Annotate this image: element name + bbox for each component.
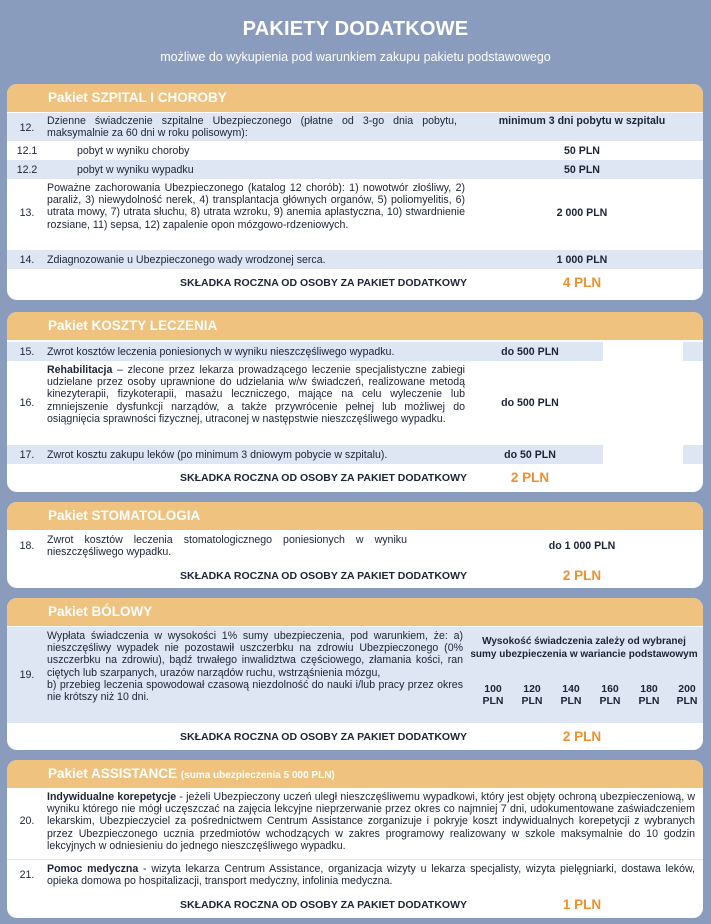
panel-koszty-leczenia [7, 312, 703, 492]
table-row [7, 342, 703, 361]
panel-title: Pakiet KOSZTY LECZENIA [7, 312, 703, 340]
fee-label: SKŁADKA ROCZNA OD OSOBY ZA PAKIET DODATKOWY [180, 899, 467, 911]
row-number: 18. [19, 540, 35, 552]
amount-120: 120 PLN [521, 683, 543, 707]
fee-value: 2 PLN [510, 470, 550, 485]
row-description: Zwrot kosztów leczenia stomatologicznego poniesionych w wyniku nieszczęśliwego wypadku. [47, 534, 407, 559]
table-row [7, 445, 703, 464]
table-row [7, 250, 703, 269]
row-number: 13. [19, 207, 35, 219]
row-description-bold: Indywidualne korepetycje [47, 791, 177, 803]
row-description-text: – zlecone przez lekarza prowadzącego leczenie specjalistyczne zabiegi udzielane przez osoby uprawnione do udzielania w/w świadczeń, realizowane metodą kinezyterapii, fizykoterapii, masażu leczniczego, mające na celu wyleczenie lub zmniejszenie dysfunkcji narządów, a także przywrócenie pełnej lub możliwej do osiągnięcia sprawności fizycznej, utraconej w następstwie nieszczęśliwego wypadku. [47, 364, 465, 425]
row-description-text: - wizyta lekarza Centrum Assistance, organizacja wizyty u lekarza specjalisty, wizyta pielęgniarki, dostawa leków, opieka domowa po hospitalizacji, transport medyczny, infolinia medyczna. [47, 863, 695, 888]
row-number: 14. [19, 254, 35, 266]
fee-label: SKŁADKA ROCZNA OD OSOBY ZA PAKIET DODATKOWY [180, 277, 467, 289]
row-value: do 1 000 PLN [548, 540, 616, 552]
panel-stomatologia [7, 502, 703, 588]
row-value: 1 000 PLN [556, 254, 608, 266]
row-number: 12.2 [16, 164, 38, 176]
row-value: do 500 PLN [501, 346, 559, 358]
row-description-bold: Pomoc medyczna [47, 863, 139, 875]
row-number: 12. [19, 122, 35, 134]
fee-row [7, 562, 703, 588]
table-row [7, 530, 703, 562]
fee-value: 1 PLN [562, 897, 602, 912]
row-description: Zwrot kosztów leczenia poniesionych w wyniku nieszczęśliwego wypadku. [47, 346, 395, 358]
row-number: 12.1 [16, 145, 38, 157]
table-row [7, 160, 703, 179]
fee-value: 2 PLN [562, 729, 602, 744]
table-row [7, 627, 703, 723]
row-number: 20. [19, 815, 35, 827]
amount-note: Wysokość świadczenia zależy od wybranej sumy ubezpieczenia w wariancie podstawowym [470, 636, 698, 660]
fee-value: 2 PLN [562, 568, 602, 583]
row-description [47, 863, 695, 887]
amount-160: 160 PLN [599, 683, 621, 707]
row-value: 50 PLN [564, 145, 600, 157]
row-description-bold: Rehabilitacja [47, 364, 113, 376]
row-description: pobyt w wyniku wypadku [77, 164, 194, 176]
amount-100: 100 PLN [482, 683, 504, 707]
amount-200: 200 PLN [676, 683, 698, 707]
row-description: Zdiagnozowanie u Ubezpieczonego wady wrodzonej serca. [47, 254, 326, 266]
row-value: do 500 PLN [501, 397, 559, 409]
row-number: 19. [19, 669, 35, 681]
amount-140: 140 PLN [560, 683, 582, 707]
fee-label: SKŁADKA ROCZNA OD OSOBY ZA PAKIET DODATKOWY [180, 472, 467, 484]
row-value: 50 PLN [564, 164, 600, 176]
row-value: do 50 PLN [504, 449, 556, 461]
row-value: minimum 3 dni pobytu w szpitalu [498, 115, 666, 127]
row-description: pobyt w wyniku choroby [77, 145, 190, 157]
fee-row [7, 464, 703, 490]
table-row [7, 788, 703, 859]
row-description [47, 630, 463, 703]
fee-row [7, 891, 703, 917]
fee-value: 4 PLN [562, 275, 602, 290]
panel-bolowy [7, 598, 703, 750]
page-title: PAKIETY DODATKOWE [242, 18, 469, 40]
row-number: 16. [19, 397, 35, 409]
fee-label: SKŁADKA ROCZNA OD OSOBY ZA PAKIET DODATKOWY [180, 731, 467, 743]
fee-row [7, 723, 703, 749]
row-description: Poważne zachorowania Ubezpieczonego (katalog 12 chorób): 1) nowotwór złośliwy, 2) paraliż, 3) niewydolność nerek, 4) transplantacja głównych organów, 5) poliomyelitis, 6) utrata mowy, 7) utrata słuchu, 8) utrata wzroku, 9) anemia aplastyczna, 10) stwardnienie rozsiane, 11) sepsa, 12) zapalenie opon mózgowo-rdzeniowych. [47, 182, 465, 231]
fee-label: SKŁADKA ROCZNA OD OSOBY ZA PAKIET DODATKOWY [180, 570, 467, 582]
panel-assistance [7, 760, 703, 918]
panel-title [7, 760, 703, 788]
panel-title-text: Pakiet ASSISTANCE [48, 766, 178, 781]
row-number: 21. [19, 869, 35, 881]
panel-title-note: (suma ubezpieczenia 5 000 PLN) [180, 770, 335, 781]
panel-title: Pakiet BÓLOWY [7, 598, 703, 626]
page-subtitle: możliwe do wykupienia pod warunkiem zakupu pakietu podstawowego [160, 50, 551, 64]
row-description-text: - jeżeli Ubezpieczony uczeń uległ nieszczęśliwemu wypadkowi, który jest objęty ochroną ubezpieczeniową, w wyniku którego nie mógł uczęszczać na zajęcia lekcyjne nieprzerwanie przez okres co najmniej 7 dni, udokumentowane zaświadczeniem lekarskim, Ubezpieczyciel za pośrednictwem Centrum Assistance zorganizuje i pokryje koszt indywidualnych korepetycji z wybranych przez Ubezpieczonego ucznia przedmiotów wchodzących w zakres programowy realizowany w szkole maksymalnie do 10 godzin lekcyjnych w odniesieniu do jednego nieszczęśliwego wypadku. [47, 791, 695, 852]
row-description-a: Wypłata świadczenia w wysokości 1% sumy ubezpieczenia, pod warunkiem, że: a) nieszczęśliwy wypadek nie pozostawił uszczerbku na zdrowiu Ubezpieczonego (0% uszczerbku na zdrowiu), bądź trwałego inwalidztwa częściowego, złamania kości, ran ciętych lub szarpanych, urazów narządów ruchu, wstrząśnienia mózgu, [47, 630, 463, 679]
fee-row [7, 269, 703, 295]
row-number: 17. [19, 449, 35, 461]
row-description [47, 364, 465, 425]
row-description: Dzienne świadczenie szpitalne Ubezpieczonego (płatne od 3-go dnia pobytu, maksymalnie za 60 dni w roku polisowym): [47, 115, 457, 140]
table-row [7, 141, 703, 160]
row-description-b: b) przebieg leczenia spowodował czasową niezdolność do nauki i/lub pracy przez okres nie krótszy niż 10 dni. [47, 678, 463, 704]
table-row [7, 179, 703, 250]
blank-cell [603, 342, 683, 361]
table-row [7, 361, 703, 445]
panel-title: Pakiet SZPITAL I CHOROBY [7, 84, 703, 112]
row-number: 15. [19, 346, 35, 358]
row-description [47, 791, 695, 852]
amount-180: 180 PLN [638, 683, 660, 707]
table-row [7, 859, 703, 891]
row-value: 2 000 PLN [556, 207, 608, 219]
panel-title: Pakiet STOMATOLOGIA [7, 502, 703, 530]
page-header [0, 0, 711, 80]
blank-cell [603, 445, 683, 464]
table-row [7, 113, 703, 141]
panel-szpital [7, 84, 703, 300]
row-description: Zwrot kosztu zakupu leków (po minimum 3 dniowym pobycie w szpitalu). [47, 449, 388, 461]
